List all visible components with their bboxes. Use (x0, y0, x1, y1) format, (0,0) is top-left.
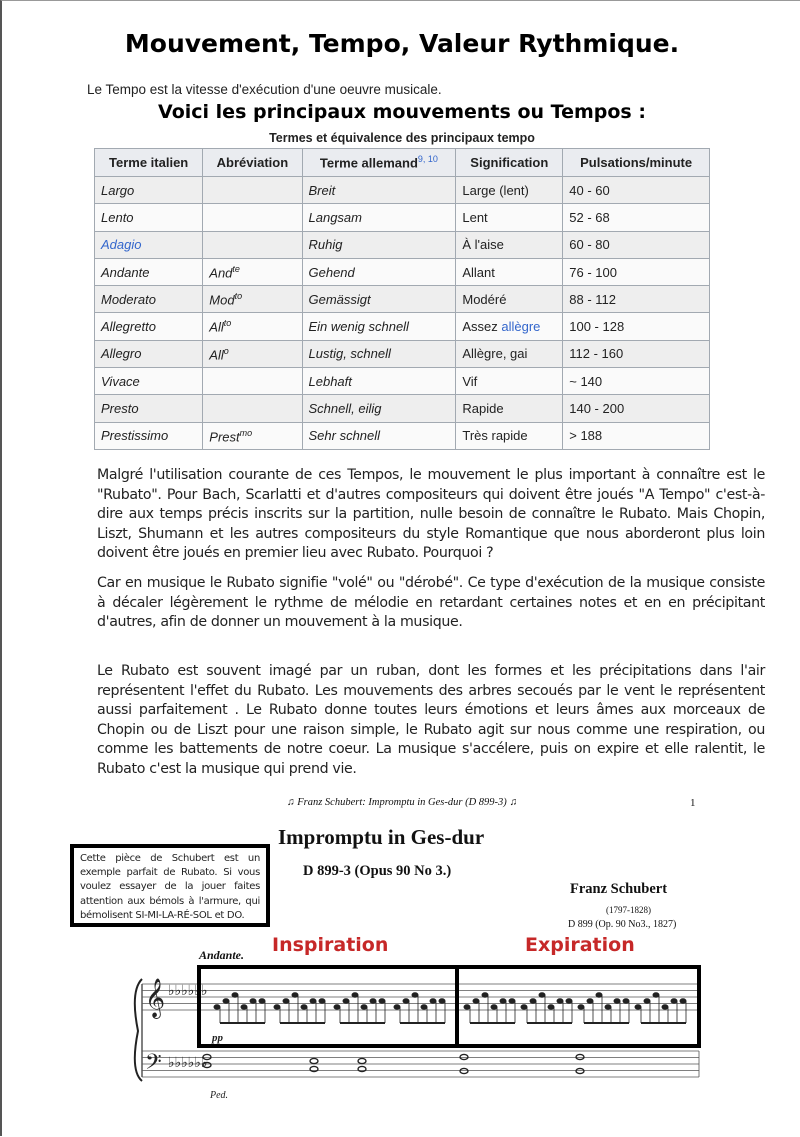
col-header-meaning: Signification (456, 149, 563, 177)
note-head (578, 1005, 584, 1009)
cell-italian: Largo (95, 177, 203, 204)
note-head (653, 993, 659, 997)
note-head (439, 999, 445, 1003)
abbr-sup: to (223, 318, 232, 329)
note-head (566, 999, 572, 1003)
note-head (274, 1005, 280, 1009)
note-head (539, 993, 545, 997)
col-header-abbr: Abréviation (203, 149, 302, 177)
cell-italian: Lento (95, 204, 203, 231)
note-head (421, 1005, 427, 1009)
meaning-text: Rapide (462, 401, 504, 417)
cell-italian: Prestissimo (95, 422, 203, 449)
treble-clef-icon: 𝄞 (145, 978, 166, 1018)
note-head (292, 993, 298, 997)
note-head (635, 1005, 641, 1009)
note-head (576, 1054, 584, 1059)
note-head (430, 999, 436, 1003)
note-head (596, 993, 602, 997)
note-head (482, 993, 488, 997)
score-running-head: ♫ Franz Schubert: Impromptu in Ges-dur (D 899-3) ♫ (286, 797, 518, 808)
cell-german: Lustig, schnell (302, 340, 456, 367)
meaning-text: Lent (462, 209, 488, 225)
note-head (241, 1005, 247, 1009)
key-signature-flats: ♭♭♭♭♭♭ (168, 983, 208, 999)
inspiration-label: Inspiration (272, 934, 389, 956)
meaning-text: Vif (462, 373, 478, 389)
abbr-sup: to (234, 291, 243, 302)
meaning-text: Allègre, gai (462, 346, 528, 362)
note-head (587, 999, 593, 1003)
col-header-italian: Terme italien (95, 149, 203, 177)
note-head (491, 1005, 497, 1009)
cell-bpm: 112 - 160 (563, 340, 710, 367)
meaning-text: Modéré (462, 291, 507, 307)
cell-bpm: 52 - 68 (563, 204, 710, 231)
abbr-base: Mod (209, 292, 235, 308)
tempo-marking: Andante. (199, 948, 245, 962)
note-head (530, 999, 536, 1003)
note-head (644, 999, 650, 1003)
note-head (358, 1058, 366, 1063)
cell-german: Breit (302, 177, 456, 204)
meaning-text: Très rapide (462, 428, 528, 444)
expiration-label: Expiration (525, 934, 635, 956)
meaning-text: Allant (462, 264, 495, 280)
note-head (250, 999, 256, 1003)
cell-german: Gemässigt (302, 286, 456, 313)
composer-name: Franz Schubert (570, 881, 668, 897)
page-title: Mouvement, Tempo, Valeur Rythmique. (124, 29, 680, 58)
cell-german: Gehend (302, 258, 456, 285)
composer-dates: (1797-1828) (606, 905, 651, 915)
dynamic-marking: pp (212, 1032, 223, 1044)
note-head (379, 999, 385, 1003)
cell-italian: Vivace (95, 368, 203, 395)
staff-lines (142, 984, 699, 1077)
abbr-base: All (209, 319, 224, 335)
notes (203, 993, 686, 1074)
cell-german: Langsam (302, 204, 456, 231)
cell-bpm: > 188 (563, 422, 710, 449)
note-head (576, 1068, 584, 1073)
cell-german: Sehr schnell (302, 422, 456, 449)
note-head (521, 1005, 527, 1009)
note-head (214, 1005, 220, 1009)
cell-bpm: 100 - 128 (563, 313, 710, 340)
catalog-number: D 899 (Op. 90 No3., 1827) (568, 919, 677, 930)
note-head (623, 999, 629, 1003)
paragraph-rubato-meaning: Car en musique le Rubato signifie "volé" ou "dérobé". Ce type d'exécution de la musique consiste à décaler légèrement le rythme de mélodie en retardant certaines notes et en en précipitant d'autres, afin de donner un mouvement à la musique. (97, 575, 765, 631)
cell-bpm: 40 - 60 (563, 177, 710, 204)
note-head (460, 1068, 468, 1073)
key-signature-flats-bass: ♭♭♭♭♭♭ (168, 1055, 208, 1071)
brace-icon (135, 979, 142, 1081)
cell-bpm: 140 - 200 (563, 395, 710, 422)
cell-german: Lebhaft (302, 368, 456, 395)
col-header-bpm: Pulsations/minute (563, 149, 710, 177)
note-head (671, 999, 677, 1003)
note-head (370, 999, 376, 1003)
abbr-sup: o (223, 345, 229, 356)
note-head (310, 999, 316, 1003)
note-head (548, 1005, 554, 1009)
note-head (680, 999, 686, 1003)
cell-italian: Allegretto (95, 313, 203, 340)
note-head (394, 1005, 400, 1009)
abbr-sup: te (232, 263, 240, 274)
col-header-german-label: Terme allemand (319, 155, 418, 171)
reference-link[interactable]: 9, 10 (417, 154, 438, 165)
note-head (403, 999, 409, 1003)
table-caption: Termes et équivalence des principaux tempo (269, 131, 535, 145)
note-head (334, 1005, 340, 1009)
meaning-text: Large (lent) (462, 182, 529, 198)
note-head (310, 1058, 318, 1063)
piece-title: Impromptu in Ges-dur (278, 825, 485, 849)
note-head (557, 999, 563, 1003)
music-score (2, 1, 800, 1137)
cell-bpm: ~ 140 (563, 368, 710, 395)
note-head (662, 1005, 668, 1009)
abbr-base: Prest (209, 428, 240, 444)
abbr-base: All (209, 347, 224, 363)
note-head (319, 999, 325, 1003)
note-head (473, 999, 479, 1003)
note-head (343, 999, 349, 1003)
note-head (464, 1005, 470, 1009)
note-head (509, 999, 515, 1003)
cell-german: Schnell, eilig (302, 395, 456, 422)
note-head (605, 1005, 611, 1009)
note-head (223, 999, 229, 1003)
cell-bpm: 60 - 80 (563, 231, 710, 258)
meaning-text: Assez (462, 319, 502, 335)
note-head (301, 1005, 307, 1009)
note-head (460, 1054, 468, 1059)
note-head (232, 993, 238, 997)
note-head (283, 999, 289, 1003)
cell-german: Ruhig (302, 231, 456, 258)
cell-german: Ein wenig schnell (302, 313, 456, 340)
note-head (352, 993, 358, 997)
meaning-link[interactable]: allègre (501, 319, 541, 335)
abbr-base: And (209, 265, 233, 281)
rubato-note-box: Cette pièce de Schubert est un exemple parfait de Rubato. Si vous voulez essayer de la jouer faites attention aux bémols à l'armure, qui bémolisent SI-MI-LA-RÉ-SOL et DO. (70, 844, 270, 927)
cell-italian: Presto (95, 395, 203, 422)
paragraph-rubato-image: Le Rubato est souvent imagé par un ruban, dont les formes et les précipitations dans l'air représentent l'effet du Rubato. Les mouvements des arbres secoués par le vent le représentent aussi parfaitement . Le Rubato donne toutes leurs émotions et leurs âmes aux morceaux de Chopin ou de Liszt pour une raison simple, le Rubato agit sur nous comme une respiration, ou comme les battements de notre coeur. La musique s'accélere, puis on expire et elle ralentit, le Rubato c'est la musique qui prend vie. (97, 663, 765, 777)
note-head (614, 999, 620, 1003)
note-head (412, 993, 418, 997)
cell-bpm: 76 - 100 (563, 258, 710, 285)
cell-italian: Moderato (95, 286, 203, 313)
note-head (259, 999, 265, 1003)
section-subtitle: Voici les principaux mouvements ou Tempos : (158, 101, 646, 123)
note-head (361, 1005, 367, 1009)
pedal-marking: Ped. (210, 1090, 229, 1101)
paragraph-rubato-intro: Malgré l'utilisation courante de ces Tempos, le mouvement le plus important à connaître est le "Rubato". Pour Bach, Scarlatti et d'autres compositeurs qui doivent être joués "A Tempo" c'est-à-dire aux temps précis inscrits sur la partition, nulle besoin de connaître le Rubato. Mais Chopin, Liszt, Shumann et les autres compositeurs du style Romantique que nous aborderont plus loin doivent être joués en premier lieu avec Rubato. Pourquoi ? (97, 467, 765, 562)
meaning-text: À l'aise (462, 237, 504, 253)
note-head (500, 999, 506, 1003)
cell-bpm: 88 - 112 (563, 286, 710, 313)
cell-italian: Andante (95, 258, 203, 285)
cell-italian[interactable]: Adagio (95, 231, 203, 258)
bass-clef-icon: 𝄢 (145, 1050, 162, 1080)
piece-subtitle: D 899-3 (Opus 90 No 3.) (303, 863, 452, 879)
abbr-sup: mo (239, 427, 253, 438)
cell-italian: Allegro (95, 340, 203, 367)
intro-text: Le Tempo est la vitesse d'exécution d'une oeuvre musicale. (87, 82, 442, 97)
score-page-number: 1 (690, 797, 696, 809)
